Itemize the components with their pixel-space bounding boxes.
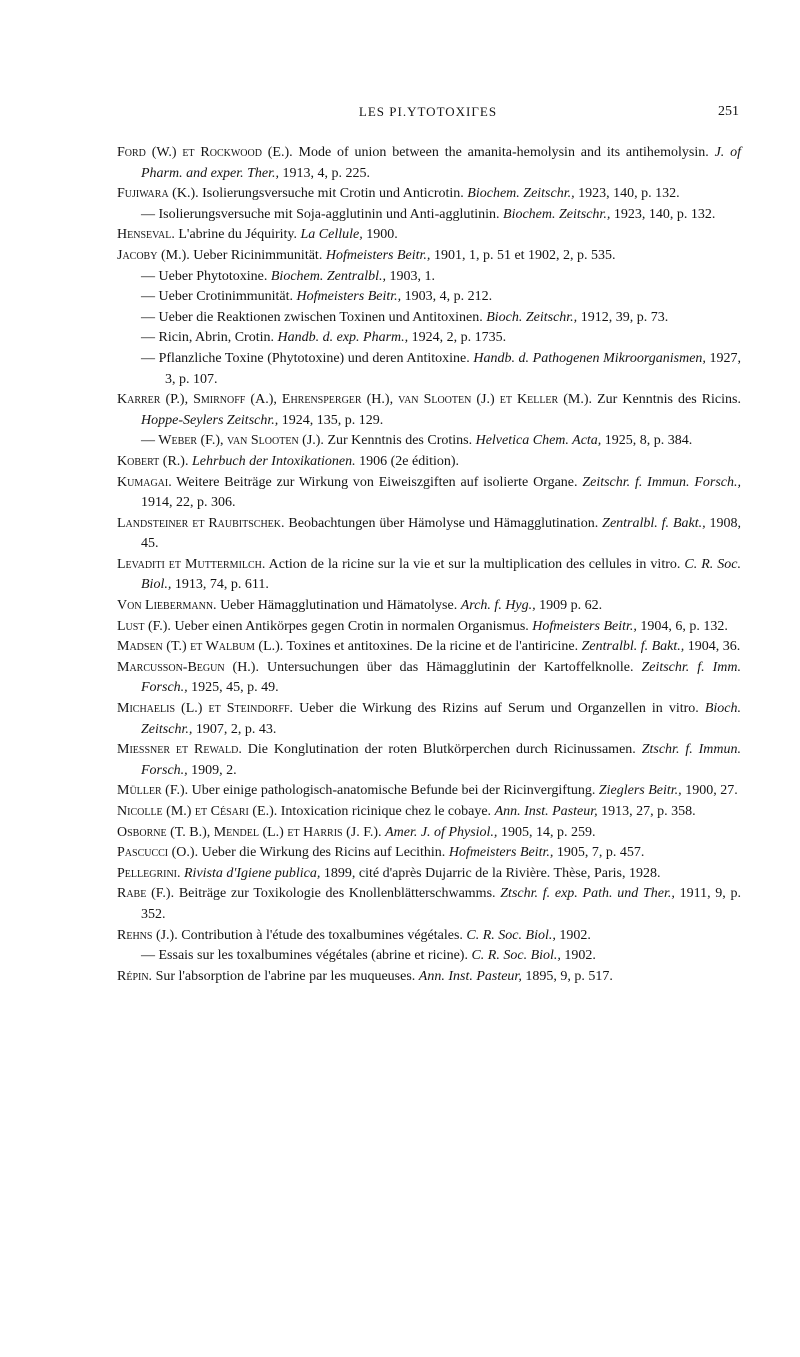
- bibliography-entry: [117, 514, 741, 555]
- entry-title: Sur l'absorption de l'abrine par les muqueuses.: [155, 968, 416, 984]
- bibliography-entry: [117, 740, 741, 781]
- entry-journal: Hofmeisters Beitr.,: [532, 618, 637, 634]
- bibliography-entry: [117, 473, 741, 514]
- entry-author: Michaelis (L.) et Steindorff.: [117, 701, 294, 717]
- entry-title: Weitere Beiträge zur Wirkung von Eiweiszgiften auf isolierte Organe.: [176, 474, 578, 490]
- entry-author: Rabe (F.).: [117, 886, 175, 902]
- entry-journal: Handb. d. exp. Pharm.,: [277, 330, 409, 346]
- entry-author: —: [141, 330, 155, 346]
- entry-reference: 1900.: [366, 227, 398, 243]
- entry-title: Ueber einen Antikörpes gegen Crotin in normalen Organismus.: [174, 618, 529, 634]
- entry-title: Ueber Phytotoxine.: [158, 268, 268, 284]
- bibliography-entry: [117, 143, 741, 184]
- entry-title: Isolierungsversuche mit Crotin und Anticrotin.: [202, 186, 464, 202]
- entry-reference: 1899, cité d'après Dujarric de la Rivière. Thèse, Paris, 1928.: [323, 865, 661, 881]
- entry-author: —: [141, 350, 155, 366]
- entry-journal: Zeitschr. f. Immun. Forsch.,: [582, 474, 742, 490]
- entry-journal: C. R. Soc. Biol.,: [141, 556, 741, 593]
- entry-title: Isolierungsversuche mit Soja-agglutinin und Anti-agglutinin.: [158, 206, 500, 222]
- entry-author: Karrer (P.), Smirnoff (A.), Ehrensperger (H.), van Slooten (J.) et Keller (M.).: [117, 392, 593, 408]
- entry-title: Essais sur les toxalbumines végétales (abrine et ricine).: [158, 948, 468, 964]
- bibliography-entry: [117, 699, 741, 740]
- entry-reference: 1903, 4, p. 212.: [404, 289, 493, 305]
- bibliography-entry: [117, 184, 741, 205]
- entry-author: —: [141, 289, 155, 305]
- entry-author: Kumagai.: [117, 474, 172, 490]
- entry-journal: Ztschr. f. Immun. Forsch.,: [141, 742, 742, 778]
- bibliography-entry: [117, 658, 741, 699]
- entry-reference: 1913, 4, p. 225.: [282, 165, 371, 181]
- entry-journal: Biochem. Zentralbl.,: [270, 268, 386, 284]
- entry-reference: 1900, 27.: [685, 783, 738, 799]
- entry-author: Ford (W.) et Rockwood (E.).: [117, 145, 293, 160]
- entry-reference: 1914, 22, p. 306.: [141, 495, 236, 511]
- entry-title: Beobachtungen über Hämolyse und Hämagglutination.: [288, 515, 599, 531]
- entry-author: Pellegrini.: [117, 865, 181, 881]
- entry-reference: 1909, 2.: [191, 762, 237, 778]
- entry-journal: Hoppe-Seylers Zeitschr.,: [141, 412, 279, 428]
- entry-reference: 1912, 39, p. 73.: [580, 309, 669, 325]
- bibliography-entry: [117, 884, 741, 925]
- entry-author: — Weber (F.), van Slooten (J.).: [141, 433, 324, 449]
- entry-author: Madsen (T.) et Walbum (L.).: [117, 639, 284, 655]
- bibliography-entry: [117, 926, 741, 947]
- bibliography-entry: [117, 802, 741, 823]
- entry-author: Osborne (T. B.), Mendel (L.) et Harris (J. F.).: [117, 824, 382, 840]
- entry-author: Jacoby (M.).: [117, 247, 190, 263]
- entry-title: Ueber die Wirkung des Rizins auf Serum und Organzellen in vitro.: [299, 701, 699, 717]
- entry-journal: Rivista d'Igiene publica,: [184, 865, 321, 881]
- entry-author: Landsteiner et Raubitschek.: [117, 515, 285, 531]
- entry-journal: Arch. f. Hyg.,: [460, 598, 536, 614]
- entry-title: Zur Kenntnis des Crotins.: [327, 433, 473, 449]
- entry-reference: 1903, 1.: [389, 268, 435, 284]
- bibliography-entry: [117, 431, 741, 452]
- entry-author: —: [141, 309, 155, 325]
- bibliography-entry: [117, 328, 741, 349]
- bibliography-entry: [117, 781, 741, 802]
- entry-author: Pascucci (O.).: [117, 845, 199, 861]
- bibliography-entry: [117, 267, 741, 288]
- bibliography-entry: [117, 637, 741, 658]
- entry-title: L'abrine du Jéquirity.: [178, 227, 298, 243]
- entry-journal: Ztschr. f. exp. Path. und Ther.,: [500, 886, 675, 902]
- entry-title: Pflanzliche Toxine (Phytotoxine) und deren Antitoxine.: [158, 350, 470, 366]
- entry-reference: 1904, 36.: [687, 639, 741, 655]
- entry-title: Ricin, Abrin, Crotin.: [158, 330, 274, 346]
- bibliography-entry: [117, 946, 741, 967]
- entry-reference: 1927, 3, p. 107.: [165, 350, 742, 387]
- entry-reference: 1904, 6, p. 132.: [640, 618, 728, 634]
- entry-journal: Biochem. Zeitschr.,: [503, 206, 611, 222]
- entry-reference: 1905, 14, p. 259.: [500, 824, 596, 840]
- entry-journal: Bioch. Zeitschr.,: [141, 701, 742, 737]
- entry-reference: 1902.: [564, 948, 596, 964]
- entry-title: Uber einige pathologisch-anatomische Befunde bei der Ricinvergiftung.: [191, 783, 596, 799]
- entry-author: Levaditi et Muttermilch.: [117, 556, 266, 572]
- entry-reference: 1901, 1, p. 51 et 1902, 2, p. 535.: [433, 247, 616, 263]
- entry-author: —: [141, 268, 155, 284]
- entry-journal: Helvetica Chem. Acta,: [475, 433, 602, 449]
- entry-author: Miessner et Rewald.: [117, 742, 242, 758]
- bibliography-list: [117, 143, 741, 987]
- bibliography-entry: [117, 349, 741, 390]
- entry-title: Ueber die Wirkung des Ricins auf Lecithin.: [201, 845, 446, 861]
- entry-title: Ueber Crotinimmunität.: [158, 289, 294, 305]
- bibliography-entry: [117, 225, 741, 246]
- bibliography-entry: [117, 287, 741, 308]
- entry-reference: 1923, 140, p. 132.: [613, 206, 716, 222]
- bibliography-entry: [117, 308, 741, 329]
- entry-reference: 1925, 8, p. 384.: [604, 433, 693, 449]
- entry-title: Zur Kenntnis des Ricins.: [597, 392, 741, 408]
- bibliography-entry: [117, 205, 741, 226]
- entry-journal: Hofmeisters Beitr.,: [448, 845, 554, 861]
- entry-title: Ueber die Reaktionen zwischen Toxinen und Antitoxinen.: [158, 309, 483, 325]
- entry-reference: 1913, 74, p. 611.: [174, 577, 269, 593]
- entry-title: Ueber Ricinimmunität.: [193, 247, 323, 263]
- entry-journal: Zeitschr. f. Imm. Forsch.,: [141, 659, 741, 696]
- entry-author: Répin.: [117, 968, 153, 984]
- entry-journal: Biochem. Zeitschr.,: [467, 186, 575, 202]
- entry-title: Mode of union between the amanita-hemolysin and its antihemolysin.: [298, 145, 709, 160]
- bibliography-entry: [117, 864, 741, 885]
- entry-reference: 1907, 2, p. 43.: [195, 721, 277, 737]
- entry-reference: 1924, 135, p. 129.: [281, 412, 384, 428]
- entry-author: —: [141, 948, 155, 964]
- entry-journal: Zentralbl. f. Bakt.,: [602, 515, 706, 531]
- entry-reference: 1925, 45, p. 49.: [191, 680, 279, 696]
- entry-author: Fujiwara (K.).: [117, 186, 199, 202]
- page-number: 251: [718, 104, 739, 119]
- entry-title: Die Konglutination der roten Blutkörperchen durch Ricinussamen.: [247, 742, 636, 758]
- entry-title: Contribution à l'étude des toxalbumines végétales.: [181, 927, 463, 943]
- entry-journal: Hofmeisters Beitr.,: [325, 247, 431, 263]
- bibliography-entry: [117, 390, 741, 431]
- bibliography-entry: [117, 596, 741, 617]
- entry-journal: Hofmeisters Beitr.,: [296, 289, 402, 305]
- entry-reference: 1924, 2, p. 1735.: [411, 330, 507, 346]
- entry-author: Kobert (R.).: [117, 453, 189, 469]
- entry-title: Action de la ricine sur la vie et sur la multiplication des cellules in vitro.: [268, 556, 681, 572]
- entry-reference: 1905, 7, p. 457.: [556, 845, 645, 861]
- running-title: LES PI.YTOTOXIΓES: [358, 104, 498, 119]
- bibliography-entry: [117, 246, 741, 267]
- entry-reference: 1895, 9, p. 517.: [525, 968, 613, 984]
- entry-journal: Zieglers Beitr.,: [598, 783, 682, 799]
- bibliography-entry: [117, 555, 741, 596]
- entry-title: Intoxication ricinique chez le cobaye.: [280, 804, 492, 819]
- entry-journal: La Cellule,: [300, 227, 363, 243]
- entry-author: Lust (F.).: [117, 618, 171, 634]
- entry-author: Marcusson-Begun (H.).: [117, 659, 259, 675]
- entry-journal: Ann. Inst. Pasteur,: [494, 804, 598, 819]
- entry-author: Nicolle (M.) et Césari (E.).: [117, 804, 278, 819]
- entry-journal: J. of Pharm. and exper. Ther.,: [141, 145, 742, 181]
- entry-title: Ueber Hämagglutination und Hämatolyse.: [220, 598, 458, 614]
- bibliography-entry: [117, 823, 741, 844]
- entry-title: Untersuchungen über das Hämagglutinin der Kartoffelknolle.: [266, 659, 634, 675]
- entry-reference: 1908, 45.: [141, 515, 741, 552]
- entry-author: Henseval.: [117, 227, 175, 243]
- entry-reference: 1902.: [559, 927, 591, 943]
- bibliography-entry: [117, 843, 741, 864]
- entry-reference: 1909 p. 62.: [539, 598, 603, 614]
- entry-journal: Amer. J. of Physiol.,: [385, 824, 498, 840]
- entry-title: Beiträge zur Toxikologie des Knollenblätterschwamms.: [178, 886, 496, 902]
- entry-author: Müller (F.).: [117, 783, 189, 799]
- bibliography-entry: [117, 617, 741, 638]
- entry-reference: 1906 (2e édition).: [359, 453, 460, 469]
- bibliography-entry: [117, 452, 741, 473]
- entry-journal: Zentralbl. f. Bakt.,: [581, 639, 685, 655]
- entry-journal: Handb. d. Pathogenen Mikroorganismen,: [473, 350, 706, 366]
- entry-journal: Lehrbuch der Intoxikationen.: [191, 453, 356, 469]
- entry-reference: 1913, 27, p. 358.: [601, 804, 696, 819]
- entry-journal: Bioch. Zeitschr.,: [486, 309, 578, 325]
- entry-title: Toxines et antitoxines. De la ricine et de l'antiricine.: [286, 639, 579, 655]
- entry-journal: C. R. Soc. Biol.,: [466, 927, 556, 943]
- entry-author: Rehns (J.).: [117, 927, 178, 943]
- entry-journal: Ann. Inst. Pasteur,: [418, 968, 522, 984]
- entry-journal: C. R. Soc. Biol.,: [471, 948, 561, 964]
- entry-reference: 1911, 9, p. 352.: [141, 886, 742, 922]
- entry-author: —: [141, 206, 155, 222]
- running-header: [117, 104, 739, 124]
- bibliography-entry: [117, 967, 741, 988]
- entry-reference: 1923, 140, p. 132.: [578, 186, 680, 202]
- entry-author: Von Liebermann.: [117, 598, 217, 614]
